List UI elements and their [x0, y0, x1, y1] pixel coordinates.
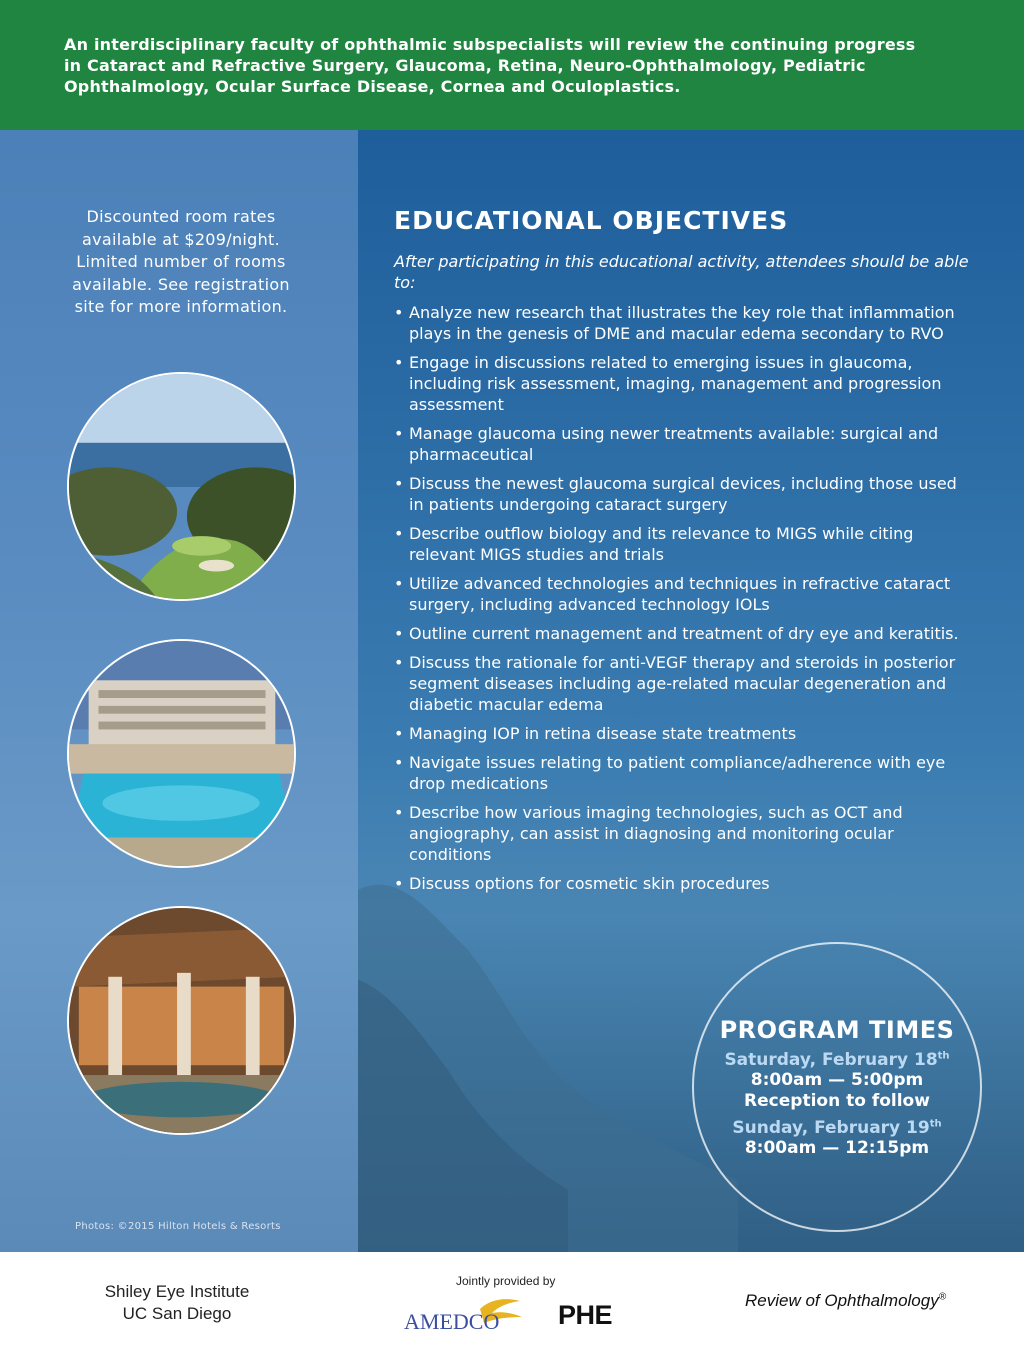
footer [0, 1252, 1024, 1355]
objective-item: • Discuss the rationale for anti-VEGF therapy and steroids in posterior segment diseases including age-related macular degeneration and diabetic macular edema [394, 652, 974, 715]
program-day1-label [694, 1050, 980, 1070]
room-rates-note [40, 206, 322, 319]
program-day2-label [694, 1118, 980, 1138]
review-logo-text: Review of Ophthalmology [745, 1291, 939, 1310]
room-rates-line: Discounted room rates [86, 207, 276, 226]
objective-item: • Navigate issues relating to patient compliance/adherence with eye drop medications [394, 752, 974, 794]
intro-line: An interdisciplinary faculty of ophthalmic subspecialists will review the continuing progress [64, 35, 916, 54]
objective-item: • Discuss the newest glaucoma surgical devices, including those used in patients undergoing cataract surgery [394, 473, 974, 515]
objectives-intro: After participating in this educational activity, attendees should be able to: [394, 252, 969, 292]
objectives-heading: EDUCATIONAL OBJECTIVES [394, 206, 789, 235]
objective-item: • Discuss options for cosmetic skin procedures [394, 873, 974, 894]
intro-line: in Cataract and Refractive Surgery, Glaucoma, Retina, Neuro-Ophthalmology, Pediatric [64, 56, 866, 75]
objective-item: • Describe how various imaging technologies, such as OCT and angiography, can assist in diagnosing and monitoring ocular conditions [394, 802, 974, 865]
registered-mark: ® [938, 1291, 947, 1303]
room-rates-line: available at $209/night. [81, 229, 281, 249]
program-times-title: PROGRAM TIMES [719, 1016, 955, 1044]
objective-item: • Managing IOP in retina disease state treatments [394, 723, 974, 744]
amedco-logo [402, 1295, 526, 1335]
program-day1-note: Reception to follow [744, 1091, 930, 1111]
objective-item: • Analyze new research that illustrates the key role that inflammation plays in the genesis of DME and macular edema secondary to RVO [394, 302, 974, 344]
hotel-lobby-photo [67, 906, 296, 1135]
room-rates-line: site for more information. [74, 297, 288, 316]
shiley-line: UC San Diego [122, 1304, 232, 1323]
program-day1-suffix: th [937, 1050, 950, 1062]
program-day2-suffix: th [929, 1118, 942, 1130]
jointly-provided-label: Jointly provided by [456, 1274, 556, 1288]
room-rates-line: Limited number of rooms [76, 252, 286, 271]
top-banner [0, 0, 1024, 130]
objective-item: • Manage glaucoma using newer treatments available: surgical and pharmaceutical [394, 423, 974, 465]
objective-item: • Outline current management and treatment of dry eye and keratitis. [394, 623, 974, 644]
program-day1-time: 8:00am — 5:00pm [750, 1070, 924, 1090]
program-day2-time: 8:00am — 12:15pm [744, 1138, 930, 1158]
review-of-ophthalmology-logo [745, 1291, 946, 1311]
program-times-circle [692, 942, 982, 1232]
objectives-list [394, 302, 974, 902]
main-panel [0, 130, 1024, 1252]
program-day2-date: Sunday, February 19 [732, 1118, 930, 1138]
room-rates-line: available. See registration [72, 274, 290, 294]
objective-item: • Utilize advanced technologies and techniques in refractive cataract surgery, including advanced technology IOLs [394, 573, 974, 615]
hotel-pool-photo [67, 639, 296, 868]
program-day1-date: Saturday, February 18 [724, 1050, 938, 1070]
amedco-text: AMEDCO [404, 1309, 500, 1334]
shiley-line: Shiley Eye Institute [104, 1282, 250, 1301]
photo-credit: Photos: ©2015 Hilton Hotels & Resorts [75, 1221, 281, 1232]
intro-line: Ophthalmology, Ocular Surface Disease, Cornea and Oculoplastics. [64, 77, 681, 96]
shiley-eye-institute-logo [60, 1281, 294, 1325]
golf-course-photo [67, 372, 296, 601]
objective-item: • Engage in discussions related to emerging issues in glaucoma, including risk assessment, imaging, management and progression assessment [394, 352, 974, 415]
intro-text [64, 34, 964, 97]
phe-logo: PHE [558, 1300, 613, 1330]
objective-item: • Describe outflow biology and its relevance to MIGS while citing relevant MIGS studies and trials [394, 523, 974, 565]
